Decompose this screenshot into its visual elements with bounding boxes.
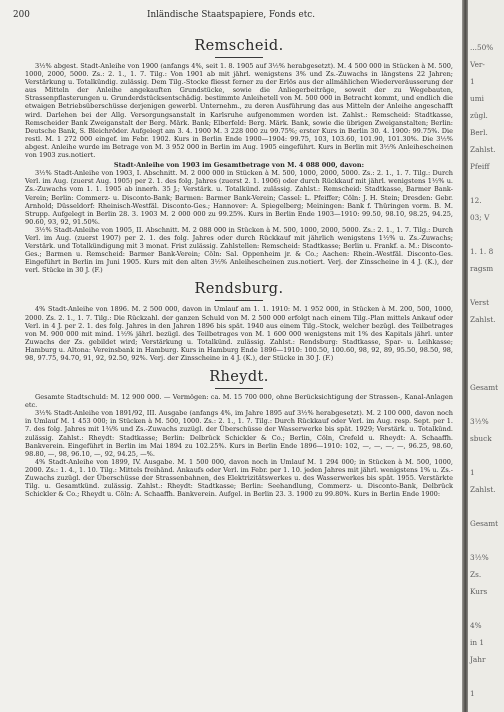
heading-rule — [215, 388, 263, 389]
neighbor-text-fragment: 1 — [470, 468, 475, 477]
neighbor-text-fragment: Zahlst. — [470, 145, 496, 154]
paragraph: 3½% Stadt-Anleihe von 1903, I. Abschnitt. M. 2 000 000 in Stücken à M. 500, 1000, 2000, 5000. Zs.: 2. 1., 1. 7. Tilg.: Durch Verl. im Aug. (zuerst Aug. 1905) per 2. 1. des folg. Jahres (zuerst 2. 1. 1906) oder durch Rückkauf mit jährl. wenigstens 1½% u. Zs.-Zuwachs vom 1. 1. 1905 ab innerh. 35 J.; Verstärk. u. Totalkünd. zulässig. Zahlst.: Remscheid: Stadtkasse, Barmer Bank-Verein; Berlin: Commerz- u. Disconto-Bank; Barmen: Barmer Bank-Verein; Cassel: L. Pfeiffer; Cöln: J. H. Stein; Dresden: Gebr. Arnhold; Düsseldorf: Rheinisch-Westfäl. Disconto-Ges.; Hannover: A. Spiegelberg; Meiningen: Bank f. Thüringen vorm. B. M. Strupp. Aufgelegt in Berlin 28. 3. 1903 M. 2 000 000 zu 99.25%. Kurs in Berlin Ende 1903—1910: 99.50, 98.10, 98.25, 94.25, 90.60, 93, 92, 91.50%. — [25, 169, 453, 226]
adjacent-page-fragment — [468, 0, 504, 712]
section-heading: Rheydt. — [209, 369, 269, 386]
neighbor-text-fragment: 03; V — [470, 213, 490, 222]
page-header — [0, 10, 462, 24]
section-gap — [25, 362, 453, 369]
page-number: 200 — [13, 10, 30, 20]
neighbor-text-fragment: Jahr — [470, 655, 486, 664]
neighbor-text-fragment: in 1 — [470, 638, 484, 647]
neighbor-text-fragment: Berl. — [470, 128, 488, 137]
neighbor-text-fragment: sbuck — [470, 434, 492, 443]
paragraph: 3½% Stadt-Anleihe von 1891/92, III. Ausgabe (anfangs 4%, im Jahre 1895 auf 3½% herabgesetzt). M. 2 100 000, davon noch in Umlauf M. 1 453 000; in Stücken à M. 500, 1000. Zs.: 2. 1., 1. 7. Tilg.: Durch Rückkauf oder Verl. im Aug. resp. Sept. per 1. 7. des folg. Jahres mit 1¾% und Zs.-Zuwachs zuzügl. der Überschüsse der Wasserwerke bis spät. 1929; Verstärk. u. Totalkünd. zulässig. Zahlst.: Rheydt: Stadtkasse; Berlin: Delbrück Schickler & Co.; Berlin, Cöln, Crefeld u. Rheydt: A. Schaaffh. Bankverein. Eingeführt in Berlin im Mai 1894 zu 102.25%. Kurs in Berlin Ende 1896—1910: 102, —, —, —, —, 96.25, 98.60, 98.80, —, 98, 96.10, —, 92, 94.25, —%. — [25, 409, 453, 458]
paragraph: 4% Stadt-Anleihe von 1896. M. 2 500 000, davon in Umlauf am 1. 1. 1910: M. 1 952 000, in Stücken à M. 200, 500, 1000, 2000. Zs. 2. 1., 1. 7. Tilg.: Die Rückzahl. der ganzen Schuld von M. 2 500 000 erfolgt nach einem Tilg.-Plan mittels Ankauf oder Verl. in 4 J. per 2. 1. des folg. Jahres in den Jahren 1896 bis spät. 1940 aus einem Tilg.-Stock, welcher bezügl. des Teilbetrages von M. 900 000 mit mind. 1½% jährl. bezügl. des Teilbetrages von M. 1 600 000 wenigstens mit 1% des Kapitals jährl. unter Zuwachs der Zs. gebildet wird; Verstärkung u. Totalkünd. zulässig. Zahlst.: Rendsburg: Stadtkasse, Spar- u. Leihkasse; Hamburg u. Altona: Vereinsbank in Hamburg. Kurs in Hamburg Ende 1896—1910: 100.50, 100.60, 98, 92, 89, 95.50, 98.50, 98, 98, 97.75, 94.70, 91, 92, 92.50, 92%. Verj. der Zinsscheine in 4 J. (K.), der Stücke in 30 J. (F.) — [25, 305, 453, 362]
neighbor-text-fragment: 1 — [470, 77, 475, 86]
neighbor-text-fragment: 1. 1. 8 — [470, 247, 494, 256]
neighbor-text-fragment: Verst — [470, 298, 490, 307]
neighbor-text-fragment: 4% — [470, 621, 482, 630]
paragraph: 3½% Stadt-Anleihe von 1905, II. Abschnitt. M. 2 088 000 in Stücken à M. 500, 1000, 2000, 5000. Zs.: 2. 1., 1. 7. Tilg.: Durch Verl. im Aug. (zuerst 1907) per 2. 1. des folg. Jahres oder durch Rückkauf mit jährlich wenigstens 1½% u. Zs.-Zuwachs; Verstärk. und Totalkündigung mit 3 monat. Frist zulässig. Zahlstellen: Remscheid: Stadtkasse; Berlin u. Frankf. a. M.: Disconto-Ges.; Barmen u. Remscheid: Barmer Bank-Verein; Cöln: Sal. Oppenheim jr. & Co.; Aachen: Rhein.-Westfäl. Disconto-Ges. Eingeführt in Berlin im Juni 1905. Kurs mit den alten 3½% Anleihescheinen zus.notiert. Verj. der Zinsscheine in 4 J. (K.), der verl. Stücke in 30 J. (F.) — [25, 225, 453, 275]
paragraph: 4% Stadt-Anleihe von 1899, IV. Ausgabe. M. 1 500 000, davon noch in Umlauf M. 1 294 000; in Stücken à M. 500, 1000, 2000. Zs.: 1. 4., 1. 10. Tilg.: Mittels freihänd. Ankaufs oder Verl. im Febr. per 1. 10. jeden Jahres mit jährl. wenigstens 1% u. Zs.-Zuwachs zuzügl. der Überschüsse der Strassenbahnen, des Elektrizitätswerkes u. des Wasserwerkes bis spät. 1955. Verstärkte Tilg. u. Gesamtkünd. zulässig. Zahlst.: Rheydt: Stadtkasse; Berlin: Seehandlung, Commerz- u. Disconto-Bank, Delbrück Schickler & Co.; Rheydt u. Cöln: A. Schaaffh. Bankverein. Aufgel. in Berlin 23. 3. 1900 zu 99.80%. Kurs in Berlin Ende 1900: — [25, 457, 453, 499]
neighbor-text-fragment: 3½% — [470, 417, 489, 426]
neighbor-text-fragment: Gesamt — [470, 383, 499, 392]
paragraph: 3½% abgest. Stadt-Anleihe von 1900 (anfangs 4%, seit 1. 8. 1905 auf 3½% herabgesetzt). M. 4 500 000 in Stücken à M. 500, 1000, 2000, 5000. Zs.: 2. 1., 1. 7. Tilg.: Von 1901 ab mit jährl. wenigstens 3% und Zs.-Zuwachs in längstens 22 Jahren; Verstärkung u. Totalkündig. zulässig. Dem Tilg.-Stocke fliesst ferner zu der Erlös aus der allmählichen Wiederveräusserung der aus Mitteln der Anleihe angekauften Grundstücke, sowie die Anliegerbeiträge, soweit der zu Wegebauten, Strassenpflasterungen u. Grunderdstücksentschädig. bestimmte Anleihetell von M. 500 000 in Betracht kommt, und endlich die etwaigen Betriebsüberschüsse derjenigen gewerbl. Unternehm., zu deren Ausführung das aus Mitteln der Anleihe angeschafft wird. Darlehen bei der Allg. Versorgungsanstalt in Karlsruhe aufgenommen worden ist. Zahlst.: Remscheid: Stadtkasse, Remscheider Bank Zweiganstalt der Berg. Märk. Bank; Elberfeld: Berg. Märk. Bank, sowie die übrigen Zweiganstalten; Berlin: Deutsche Bank, S. Bleichröder. Aufgelegt am 3. 4. 1900 M. 3 228 000 zu 99.75%; erster Kurs in Berlin 30. 4. 1900: 99.75%. Die restl. M. 1 272 000 eingef. im Febr. 1902. Kurs in Berlin Ende 1900—1904: 99.75, 103, 103.60, 101.90, 101.30%. Die 3½% abgest. Anleihe wurde im Betrage von M. 3 952 000 in Berlin im Aug. 1905 eingeführt. Kurs in Berlin mit 3½% Anleihescheinen von 1903 zus.notiert. — [25, 62, 453, 160]
neighbor-text-fragment: 3½% — [470, 553, 489, 562]
neighbor-text-fragment: Pfeiff — [470, 162, 490, 171]
neighbor-text-fragment: ...50% — [470, 43, 494, 52]
section-gap — [25, 274, 453, 281]
neighbor-text-fragment: 12. — [470, 196, 482, 205]
section-heading: Rendsburg. — [194, 281, 284, 298]
text-column — [25, 38, 453, 498]
neighbor-text-fragment: zügl. — [470, 111, 488, 120]
neighbor-text-fragment: ragsm — [470, 264, 494, 273]
neighbor-text-fragment: Kurs — [470, 587, 488, 596]
neighbor-text-fragment: umi — [470, 94, 484, 103]
paragraph: Gesamte Stadtschuld: M. 12 900 000. — Vermögen: ca. M. 15 700 000, ohne Berücksichtigung der Strassen-, Kanal-Anlagen etc. — [25, 393, 453, 410]
neighbor-text-fragment: Zs. — [470, 570, 482, 579]
neighbor-text-fragment: Ver- — [470, 60, 485, 69]
section-heading: Remscheid. — [194, 38, 284, 54]
heading-rule — [215, 300, 263, 301]
running-title: Inländische Staatspapiere, Fonds etc. — [146, 10, 316, 20]
neighbor-text-fragment: 1 — [470, 689, 475, 698]
subheading: Stadt-Anleihe von 1903 im Gesamtbetrage von M. 4 088 000, davon: — [113, 161, 365, 170]
heading-rule — [215, 57, 263, 58]
neighbor-text-fragment: Zahlst. — [470, 315, 496, 324]
neighbor-text-fragment: Zahlst. — [470, 485, 496, 494]
neighbor-text-fragment: Gesamt — [470, 519, 499, 528]
